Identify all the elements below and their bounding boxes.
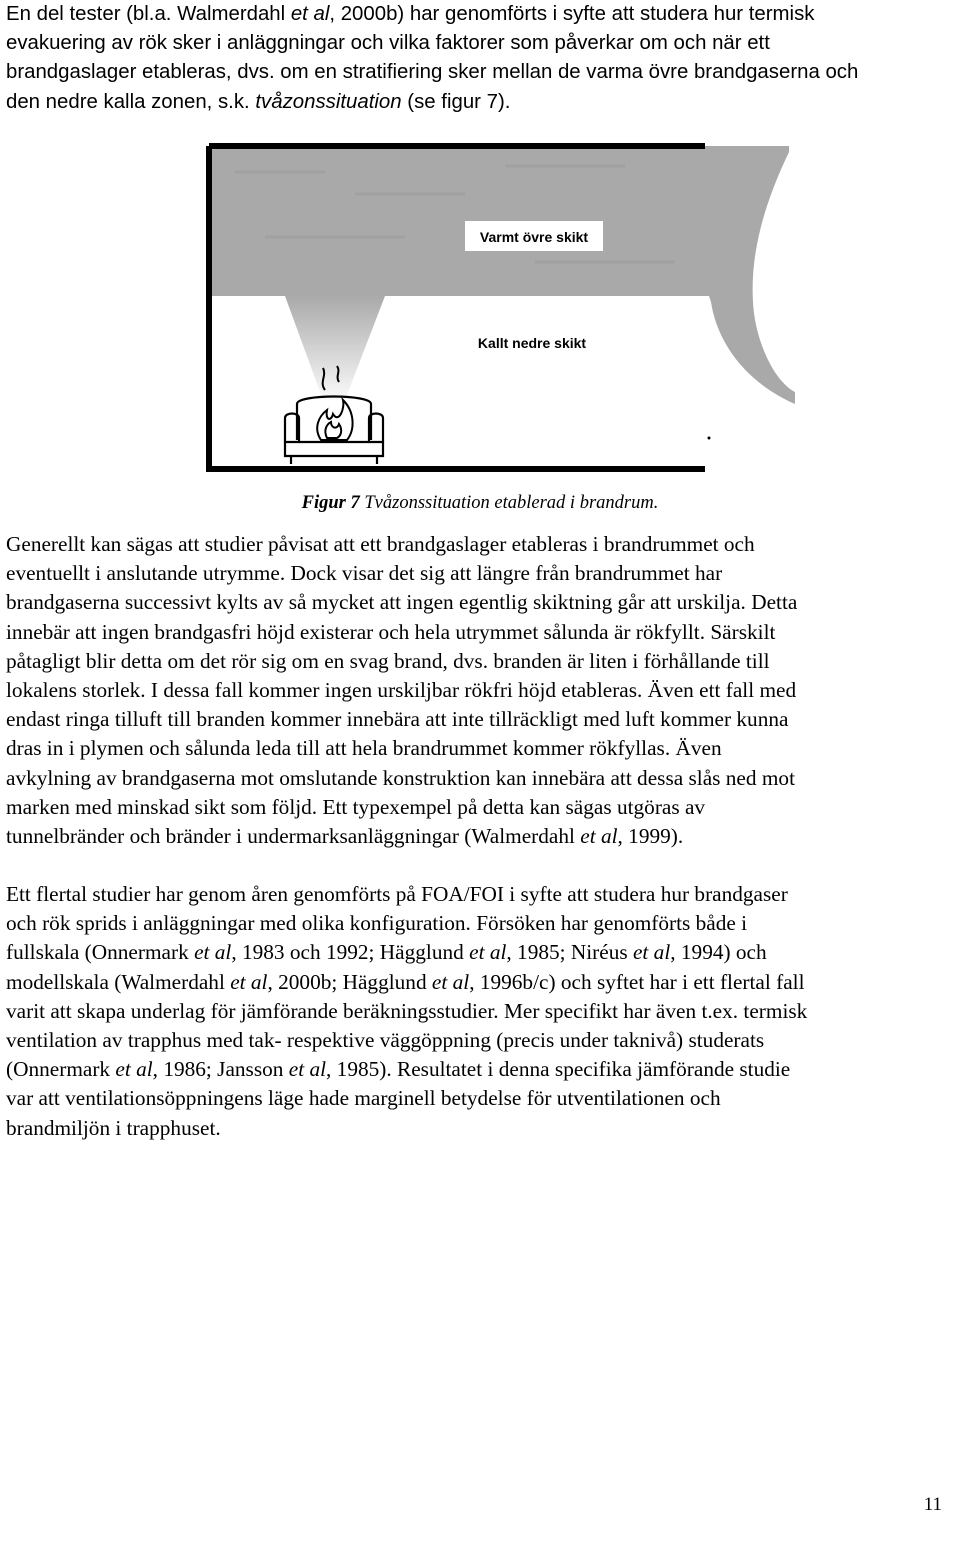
hot-smoke-layer [209,146,705,296]
p2-line: brandgaserna successivt kylts av så mycket att ingen egentlig skiktning går att urskilja. Detta [6,590,798,615]
p3-line: och rök sprids i anläggningar med olika konfiguration. Försöken har genomförts både i [6,911,748,936]
body-paragraph-1 [6,530,952,851]
intro-line-2: evakuering av rök sker i anläggningar och vilka faktorer som påverkar om och när ett [6,32,770,55]
intro-line-3: brandgaslager etableras, dvs. om en stratifiering sker mellan de varma övre brandgaserna och [6,61,859,84]
p2-line: Generellt kan sägas att studier påvisat att ett brandgaslager etableras i brandrummet och [6,532,755,556]
flame-icon [317,400,352,440]
p2-line: påtagligt blir detta om det rör sig om en svag brand, dvs. branden är liten i förhållande till [6,648,770,673]
p2-line: dras in i plymen och sålunda leda till att hela brandrummet kommer rökfyllas. Även [6,736,722,761]
fire-plume [285,296,385,400]
p3-line: (Onnermark et al, 1986; Jansson et al, 1985). Resultatet i denna specifika jämförande studie [6,1057,791,1082]
body-paragraph-2 [6,880,952,1143]
smoke-outflow [705,146,795,404]
p2-line: eventuellt i anslutande utrymme. Dock visar det sig att längre från brandrummet har [6,561,723,586]
p2-line: marken med minskad sikt som följd. Ett typexempel på detta kan sägas utgöras av [6,794,706,819]
upper-layer-label: Varmt övre skikt [479,229,589,245]
p2-line: tunnelbränder och bränder i undermarksanläggningar (Walmerdahl et al, 1999). [6,824,684,849]
p2-line: innebär att ingen brandgasfri höjd existerar och hela utrymmet sålunda är rökfyllt. Särskilt [6,619,776,644]
p3-line: ventilation av trapphus med tak- respektive väggöppning (precis under taknivå) studerats [6,1028,765,1053]
scan-speck [708,437,711,440]
intro-line-1: En del tester (bl.a. Walmerdahl et al, 2000b) har genomförts i syfte att studera hur termisk [6,3,815,25]
p2-line: lokalens storlek. I dessa fall kommer ingen urskiljbar rökfri höjd etableras. Även ett fall med [6,678,797,703]
p3-line: modellskala (Walmerdahl et al, 2000b; Hägglund et al, 1996b/c) och syftet har i ett flertal fall [6,969,805,994]
p3-line: fullskala (Onnermark et al, 1983 och 1992; Hägglund et al, 1985; Niréus et al, 1994) och [6,940,767,965]
figure-caption: Figur 7 Tvåzonssituation etablerad i brandrum. [301,493,659,513]
p2-line: avkylning av brandgaserna mot omslutande konstruktion kan innebära att dessa slås ned mot [6,765,795,790]
page-number: 11 [923,1494,942,1515]
p3-line: varit att skapa underlag för jämförande beräkningsstudier. Mer specifikt har även t.ex. termisk [6,998,808,1023]
two-zone-figure [205,142,795,474]
lower-layer-label: Kallt nedre skikt [477,335,587,351]
p3-line: brandmiljön i trapphuset. [6,1115,221,1140]
p3-line: Ett flertal studier har genom åren genomförts på FOA/FOI i syfte att studera hur brandgaser [6,882,788,906]
intro-paragraph [6,0,952,117]
p3-line: var att ventilationsöppningens läge hade marginell betydelse för utventilationen och [6,1086,721,1111]
p2-line: endast ringa tilluft till branden kommer innebära att inte tillräckligt med luft kommer kunna [6,707,789,732]
intro-line-4: den nedre kalla zonen, s.k. tvåzonssituation (se figur 7). [6,90,511,113]
